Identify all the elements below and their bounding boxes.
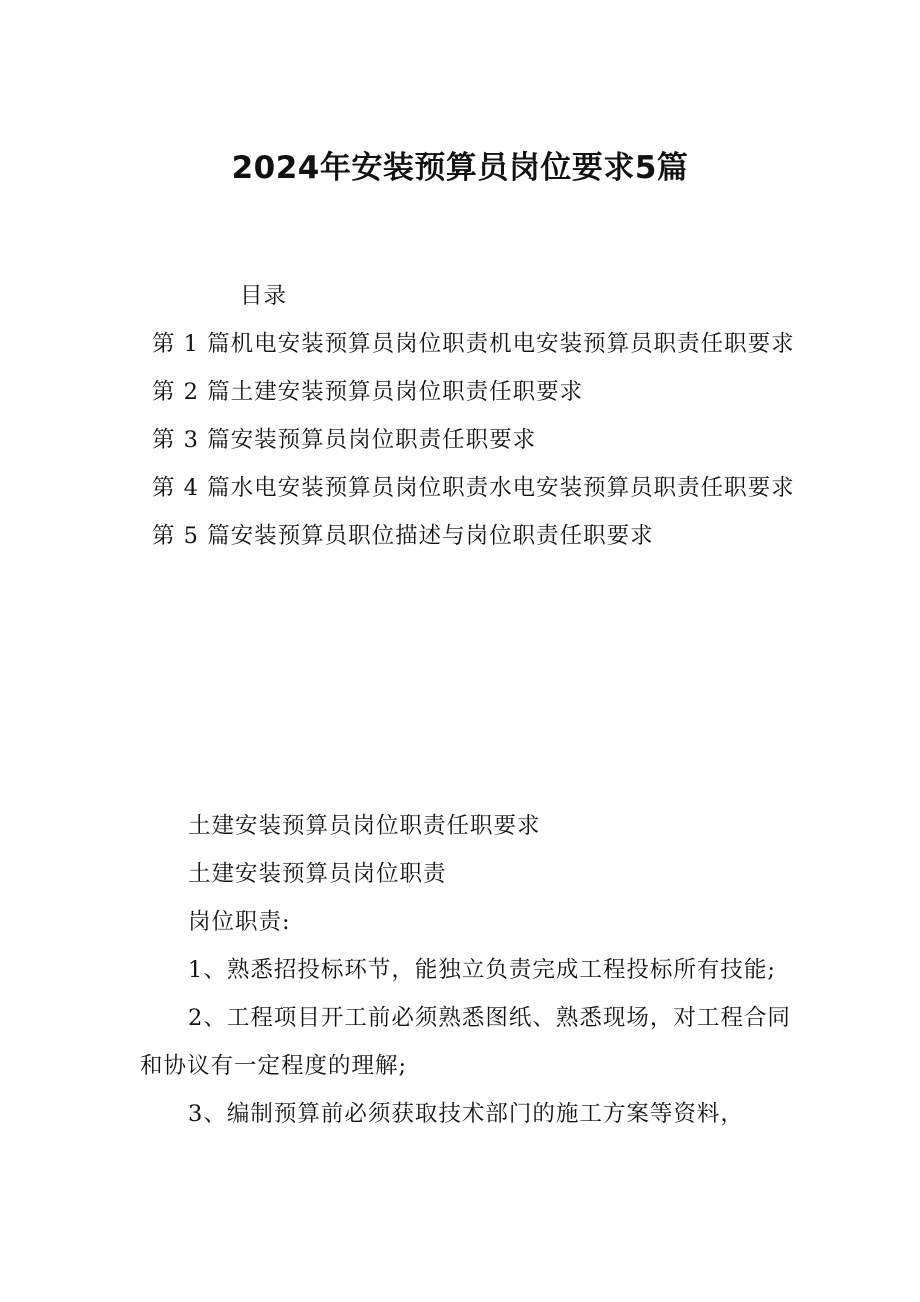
duty-item-3: 3、编制预算前必须获取技术部门的施工方案等资料， [188,1101,744,1127]
duties-label: 岗位职责: [188,909,291,935]
toc-item-3[interactable]: 第 3 篇安装预算员岗位职责任职要求 [152,427,537,453]
toc-item-2[interactable]: 第 2 篇土建安装预算员岗位职责任职要求 [152,379,584,405]
toc-item-5[interactable]: 第 5 篇安装预算员职位描述与岗位职责任职要求 [152,523,654,549]
document-body [140,802,800,1138]
toc-heading: 目录 [240,283,288,309]
duty-item-2: 2、工程项目开工前必须熟悉图纸、熟悉现场，对工程合同和协议有一定程度的理解; [140,1005,791,1079]
duty-item-1: 1、熟悉招投标环节，能独立负责完成工程投标所有技能; [188,957,776,983]
toc-item-1[interactable]: 第 1 篇机电安装预算员岗位职责机电安装预算员职责任职要求 [152,331,795,357]
document-title: 2024年安装预算员岗位要求5篇 [231,150,689,186]
section-heading: 土建安装预算员岗位职责任职要求 [188,813,541,839]
subsection-heading: 土建安装预算员岗位职责 [188,861,447,887]
toc-item-4[interactable]: 第 4 篇水电安装预算员岗位职责水电安装预算员职责任职要求 [152,475,795,501]
table-of-contents [140,320,800,560]
